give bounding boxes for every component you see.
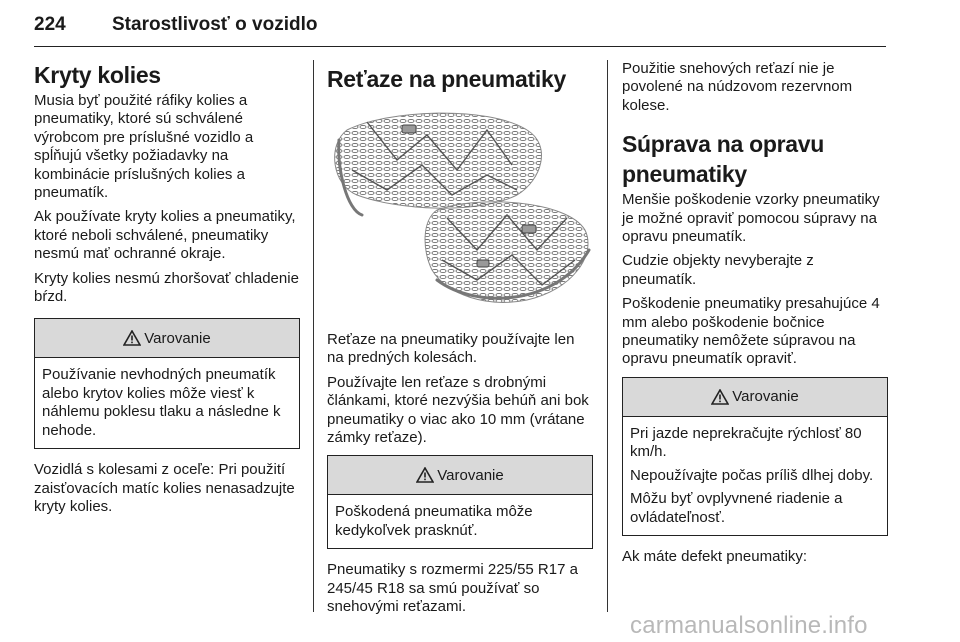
watermark: carmanualsonline.info — [630, 612, 868, 639]
paragraph: Musia byť použité ráfiky kolies a pneumatiky, ktoré sú schválené výrobcom pre príslušné vozidlo a spĺňujú všetky požiadavky na kombinácie príslušných kolies a pneumatík. — [34, 92, 254, 202]
warning-triangle-icon — [123, 330, 141, 346]
paragraph: Ak máte defekt pneumatiky: — [622, 547, 808, 565]
column-tire-chains — [327, 60, 593, 622]
column-tire-repair-kit — [622, 60, 888, 572]
warning-header — [328, 456, 592, 495]
column-divider — [313, 60, 314, 612]
paragraph: Ak používate kryty kolies a pneumatiky, ktoré neboli schválené, pneumatiky nesmú mať ochranné okraje. — [34, 208, 296, 263]
warning-triangle-icon — [711, 389, 729, 405]
section-heading-tire-repair-kit — [622, 129, 888, 189]
section-heading-tire-chains: Reťaze na pneumatiky — [327, 66, 566, 92]
paragraph: Vozidlá s kolesami z oceľe: Pri použití zaisťovacích matíc kolies nenasadzujte kryty kolies. — [34, 461, 295, 515]
paragraph: Používajte len reťaze s drobnými článkami, ktoré nezvýšia behúň ani bok pneumatiky o viac ako 10 mm (vrátane zámky reťaze). — [327, 373, 589, 447]
tire-chains-illustration — [327, 100, 593, 312]
chapter-title: Starostlivosť o vozidlo — [112, 14, 318, 35]
paragraph: Cudzie objekty nevyberajte z pneumatík. — [622, 252, 814, 288]
warning-box — [327, 455, 593, 549]
column-wheel-covers — [34, 60, 300, 522]
heading-line: pneumatiky — [622, 161, 747, 188]
paragraph: Reťaze na pneumatiky používajte len na predných kolesách. — [327, 331, 575, 367]
warning-text: Poškodená pneumatika môže kedykoľvek prasknúť. — [335, 503, 533, 539]
warning-text: Môžu byť ovplyvnené riadenie a ovládateľnosť. — [630, 490, 843, 526]
warning-box — [34, 318, 300, 449]
page-number: 224 — [34, 14, 66, 35]
warning-header — [35, 319, 299, 358]
warning-header — [623, 378, 887, 417]
paragraph: Pneumatiky s rozmermi 225/55 R17 a 245/45 R18 sa smú používať so snehovými reťazami. — [327, 561, 578, 616]
paragraph: Poškodenie pneumatiky presahujúce 4 mm alebo poškodenie bočnice pneumatiky nemôžete súpravou na opravu pneumatík opraviť. — [622, 295, 880, 368]
warning-title: Varovanie — [732, 388, 799, 406]
warning-title: Varovanie — [437, 466, 504, 484]
paragraph: Použitie snehových reťazí nie je povolené na núdzovom rezervnom kolese. — [622, 60, 853, 114]
warning-title: Varovanie — [144, 329, 211, 347]
warning-box — [622, 377, 888, 536]
section-heading-wheel-covers: Kryty kolies — [34, 62, 161, 88]
page-header — [34, 10, 886, 47]
paragraph: Kryty kolies nesmú zhoršovať chladenie bŕzd. — [34, 269, 299, 306]
heading-line: Súprava na opravu — [622, 131, 824, 158]
paragraph: Menšie poškodenie vzorky pneumatiky je možné opraviť pomocou súpravy na opravu pneumatík. — [622, 191, 880, 246]
warning-text: Používanie nevhodných pneumatík alebo krytov kolies môže viesť k náhlemu poklesu tlaku a následne k nehode. — [42, 366, 281, 439]
column-divider — [607, 60, 608, 612]
warning-text: Pri jazde neprekračujte rýchlosť 80 km/h. — [630, 424, 862, 461]
warning-text: Nepoužívajte počas príliš dlhej doby. — [630, 466, 874, 484]
warning-triangle-icon — [416, 467, 434, 483]
